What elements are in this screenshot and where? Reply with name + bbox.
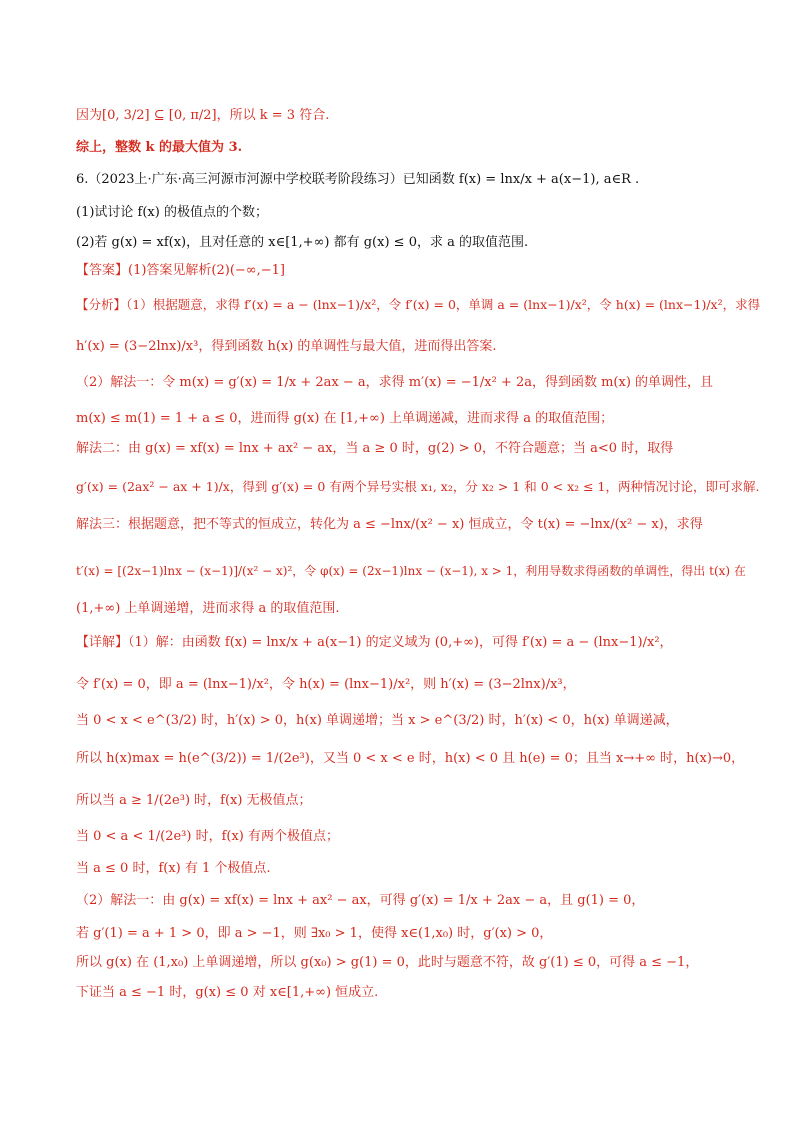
text-line: （2）解法一：令 m(x) = g′(x) = 1/x + 2ax − a，求得 m′(x) = −1/x² + 2a，得到函数 m(x) 的单调性，且 [76,375,714,390]
text-line: t′(x) = [(2x−1)lnx − (x−1)]/(x² − x)²，令 φ(x) = (2x−1)lnx − (x−1), x > 1，利用导数求得函数的单调性，得出 t(x) 在 [76,564,746,578]
text-line: 所以当 a ≥ 1/(2e³) 时，f(x) 无极值点； [76,793,312,808]
text-line: 令 f′(x) = 0，即 a = (lnx−1)/x²，令 h(x) = (lnx−1)/x²，则 h′(x) = (3−2lnx)/x³， [76,677,576,692]
text-line: 所以 h(x)max = h(e^(3/2)) = 1/(2e³)，又当 0 < x < e 时，h(x) < 0 且 h(e) = 0；且当 x→+∞ 时，h(x)→0， [76,751,745,766]
text-line: 解法二：由 g(x) = xf(x) = lnx + ax² − ax，当 a ≥ 0 时，g(2) > 0，不符合题意；当 a<0 时，取得 [76,441,674,456]
text-line: h′(x) = (3−2lnx)/x³，得到函数 h(x) 的单调性与最大值，进而得出答案. [76,339,497,354]
text-line: 下证当 a ≤ −1 时，g(x) ≤ 0 对 x∈[1,+∞) 恒成立. [76,985,379,1000]
text-line: 综上，整数 k 的最大值为 3. [76,140,243,155]
text-line: 当 0 < a < 1/(2e³) 时，f(x) 有两个极值点； [76,829,339,844]
text-line: 若 g′(1) = a + 1 > 0，即 a > −1，则 ∃x₀ > 1，使得 x∈(1,x₀) 时，g′(x) > 0， [76,926,553,941]
problem-heading: 6.（2023上·广东·高三河源市河源中学校联考阶段练习）已知函数 f(x) = lnx/x + a(x−1), a∈R . [76,172,640,187]
text-line: m(x) ≤ m(1) = 1 + a ≤ 0，进而得 g(x) 在 [1,+∞) 上单调递减，进而求得 a 的取值范围； [76,411,614,426]
answer-line: 【答案】(1)答案见解析(2)(−∞,−1] [76,263,285,278]
text-line: (1,+∞) 上单调递增，进而求得 a 的取值范围. [76,601,340,616]
text-line: 所以 g(x) 在 (1,x₀) 上单调递增，所以 g(x₀) > g(1) = 0，此时与题意不符，故 g′(1) ≤ 0，可得 a ≤ −1， [76,955,699,970]
detail-line: 【详解】（1）解：由函数 f(x) = lnx/x + a(x−1) 的定义域为 (0,+∞)，可得 f′(x) = a − (lnx−1)/x²， [76,635,673,650]
analysis-line: 【分析】（1）根据题意，求得 f′(x) = a − (lnx−1)/x²，令 f′(x) = 0，单调 a = (lnx−1)/x²，令 h(x) = (lnx−1)/x²，求得 [76,297,761,312]
text-line: g′(x) = (2ax² − ax + 1)/x，得到 g′(x) = 0 有两个异号实根 x₁, x₂，分 x₂ > 1 和 0 < x₂ ≤ 1，两种情况讨论，即可求解. [76,479,760,494]
text-line: 解法三：根据题意，把不等式的恒成立，转化为 a ≤ −lnx/(x² − x) 恒成立，令 t(x) = −lnx/(x² − x)，求得 [76,517,703,532]
text-line: (1)试讨论 f(x) 的极值点的个数； [76,205,268,220]
text-line: 当 a ≤ 0 时，f(x) 有 1 个极值点. [76,861,271,876]
text-line: （2）解法一：由 g(x) = xf(x) = lnx + ax² − ax，可得 g′(x) = 1/x + 2ax − a，且 g(1) = 0， [76,893,645,908]
text-line: 因为[0, 3/2] ⊆ [0, π/2]，所以 k = 3 符合. [76,108,330,123]
text-line: 当 0 < x < e^(3/2) 时，h′(x) > 0，h(x) 单调递增；当 x > e^(3/2) 时，h′(x) < 0，h(x) 单调递减， [76,713,679,728]
text-line: (2)若 g(x) = xf(x)，且对任意的 x∈[1,+∞) 都有 g(x) ≤ 0，求 a 的取值范围. [76,235,529,250]
